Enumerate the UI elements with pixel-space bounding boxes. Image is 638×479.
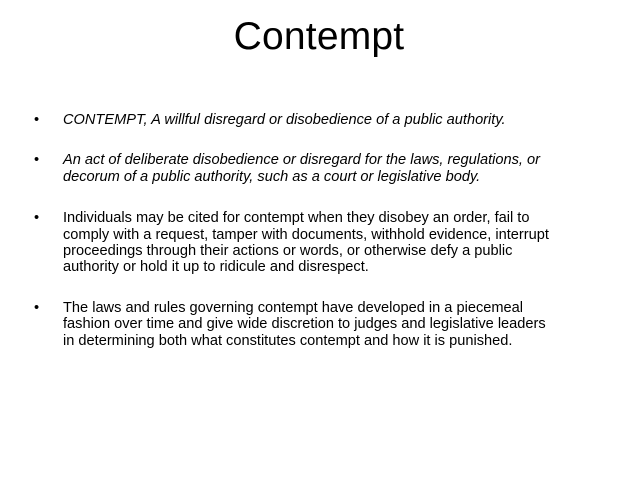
bullet-line: comply with a request, tamper with documents, withhold evidence, interrupt: [63, 226, 549, 243]
bullet-marker: •: [34, 152, 40, 169]
bullet-line: The laws and rules governing contempt have developed in a piecemeal: [63, 299, 523, 316]
bullet-line: CONTEMPT, A willful disregard or disobedience of a public authority.: [63, 112, 506, 128]
bullet-marker: •: [34, 210, 40, 227]
bullet-item-definition: [34, 112, 604, 128]
bullet-line: decorum of a public authority, such as a court or legislative body.: [63, 168, 481, 185]
bullet-marker: •: [34, 299, 40, 316]
bullet-line: fashion over time and give wide discretion to judges and legislative leaders: [63, 316, 546, 333]
bullet-text: [63, 152, 604, 185]
bullet-list: [34, 112, 604, 349]
bullet-line: authority or hold it up to ridicule and disrespect.: [63, 259, 369, 276]
bullet-line: Individuals may be cited for contempt when they disobey an order, fail to: [63, 210, 530, 227]
bullet-marker: •: [34, 112, 40, 128]
bullet-item-laws: [34, 300, 604, 349]
slide-title: Contempt: [233, 15, 405, 58]
bullet-text: [63, 112, 604, 128]
bullet-line: proceedings through their actions or words, or otherwise defy a public: [63, 243, 513, 260]
bullet-line: An act of deliberate disobedience or disregard for the laws, regulations, or: [63, 152, 541, 169]
bullet-line: in determining both what constitutes contempt and how it is punished.: [63, 332, 513, 349]
bullet-item-individuals: [34, 210, 604, 276]
bullet-item-act: [34, 152, 604, 185]
bullet-text: [63, 210, 604, 276]
bullet-text: [63, 300, 604, 349]
